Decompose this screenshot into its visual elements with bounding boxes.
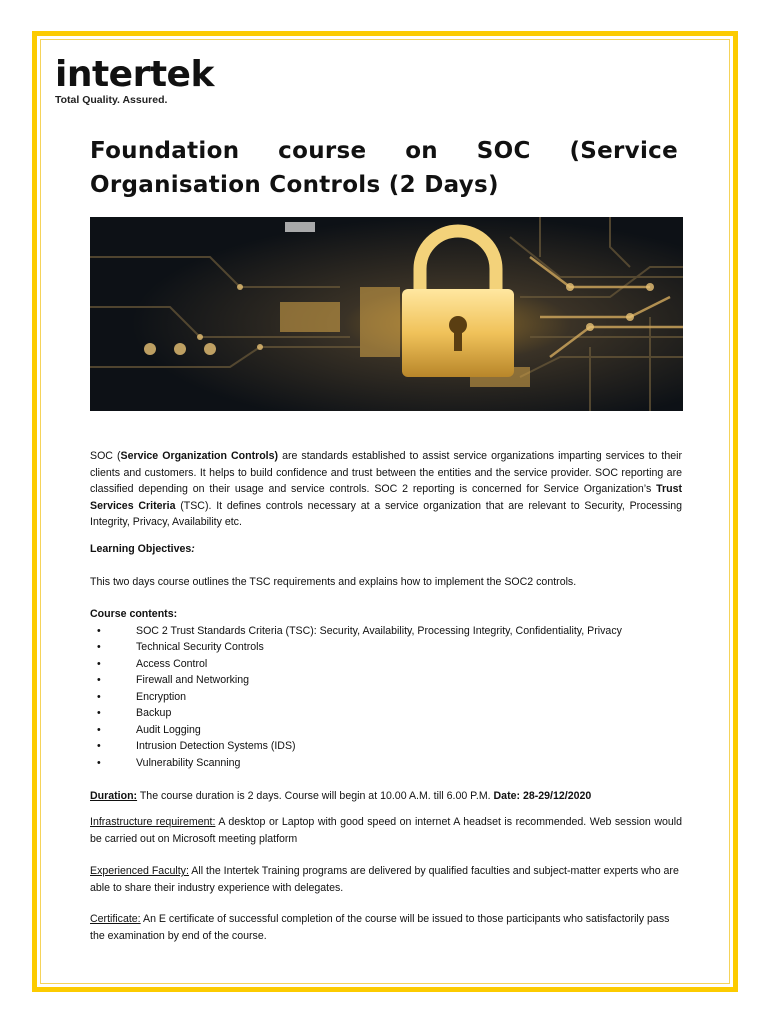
list-item: • SOC 2 Trust Standards Criteria (TSC): Security, Availability, Processing Integrity, Confidentiality, Privacy <box>90 623 682 640</box>
faculty-paragraph <box>90 863 682 896</box>
objectives-heading-text: Learning Objectives <box>90 543 192 555</box>
duration-date: Date: 28-29/12/2020 <box>493 790 592 802</box>
intro-text: SOC ( <box>90 450 121 462</box>
certificate-label: Certificate: <box>90 913 141 925</box>
list-item: • Audit Logging <box>90 722 682 739</box>
list-item: • Access Control <box>90 656 682 673</box>
list-item: • Encryption <box>90 689 682 706</box>
intertek-logo <box>55 56 214 106</box>
duration-line <box>90 788 682 805</box>
faculty-label: Experienced Faculty: <box>90 865 189 877</box>
duration-text: The course duration is 2 days. Course will begin at 10.00 A.M. till 6.00 P.M. <box>137 790 494 802</box>
intro-bold-soc: Service Organization Controls) <box>120 450 279 462</box>
course-contents-list <box>90 623 682 772</box>
duration-label: Duration: <box>90 790 138 802</box>
padlock-circuit-banner <box>90 217 683 411</box>
list-item: • Intrusion Detection Systems (IDS) <box>90 738 682 755</box>
certificate-text: An E certificate of successful completion of the course will be issued to those participants who satisfactorily pass the examination by end of the course. <box>90 913 670 942</box>
logo-wordmark: intertek <box>55 54 214 95</box>
intro-bold-tsc: Trust Services Criteria <box>90 483 682 512</box>
list-item: • Technical Security Controls <box>90 639 682 656</box>
intro-text: are standards established to assist service organizations imparting services to their clients and customers. It helps to build confidence and trust between the entities and the service provider. SOC reporting are classified depending on their usage and service controls. SOC 2 reporting is concerned for Service Organization’s <box>90 450 683 495</box>
logo-tagline: Total Quality. Assured. <box>55 94 168 106</box>
objectives-heading-suffix: : <box>191 543 195 555</box>
certificate-paragraph <box>90 911 682 944</box>
list-item: • Firewall and Networking <box>90 672 682 689</box>
infrastructure-text: A desktop or Laptop with good speed on internet A headset is recommended. Web session would be carried out on Microsoft meeting platform <box>90 816 682 845</box>
list-item: • Backup <box>90 705 682 722</box>
page-title: Foundation course on SOC (Service Organisation Controls (2 Days) <box>90 138 678 198</box>
intro-text: (TSC). It defines controls necessary at a service organization that are relevant to Security, Processing Integrity, Privacy, Availability etc. <box>90 499 682 528</box>
infrastructure-label: Infrastructure requirement: <box>90 816 216 828</box>
objectives-text: This two days course outlines the TSC requirements and explains how to implement the SOC2 controls. <box>90 576 577 588</box>
infrastructure-paragraph <box>90 814 682 847</box>
course-contents <box>90 606 682 771</box>
course-contents-heading: Course contents: <box>90 608 178 620</box>
learning-objectives-heading <box>90 541 682 558</box>
list-item: • Vulnerability Scanning <box>90 755 682 772</box>
faculty-text: All the Intertek Training programs are delivered by qualified faculties and subject-matter experts who are able to share their industry experience with delegates. <box>90 865 679 894</box>
intro-paragraph <box>90 448 682 531</box>
